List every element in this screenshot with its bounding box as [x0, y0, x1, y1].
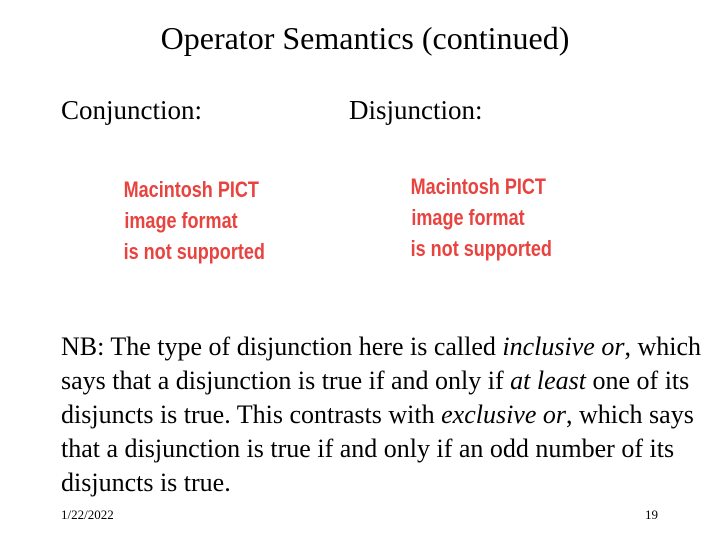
note-text: one of its disjuncts is true. This contrasts with: [61, 366, 690, 429]
disjunction-image-placeholder: [410, 171, 552, 264]
note-text: , which says that a disjunction is true if and only if: [61, 332, 701, 395]
disjunction-heading: Disjunction:: [349, 95, 483, 125]
slide-title: Operator Semantics (continued): [160, 20, 570, 56]
placeholder-line: Macintosh PICT: [123, 177, 259, 202]
placeholder-line: image format: [124, 208, 238, 233]
note-emphasis: exclusive or: [441, 400, 567, 429]
note-text: , which says that a disjunction is true if and only if an odd number of its disjuncts is true.: [61, 400, 694, 497]
note-emphasis: inclusive or: [502, 332, 625, 361]
footer-date: 1/22/2022: [61, 507, 114, 522]
placeholder-line: image format: [411, 205, 525, 230]
placeholder-line: is not supported: [123, 239, 265, 264]
conjunction-image-placeholder: [123, 174, 265, 267]
placeholder-line: Macintosh PICT: [410, 174, 546, 199]
note-emphasis: at least: [510, 366, 586, 395]
conjunction-heading: Conjunction:: [61, 95, 202, 125]
note-paragraph: [61, 330, 701, 500]
placeholder-line: is not supported: [410, 236, 552, 261]
page-number: 19: [645, 507, 658, 522]
note-text: NB: The type of disjunction here is called: [61, 332, 503, 361]
